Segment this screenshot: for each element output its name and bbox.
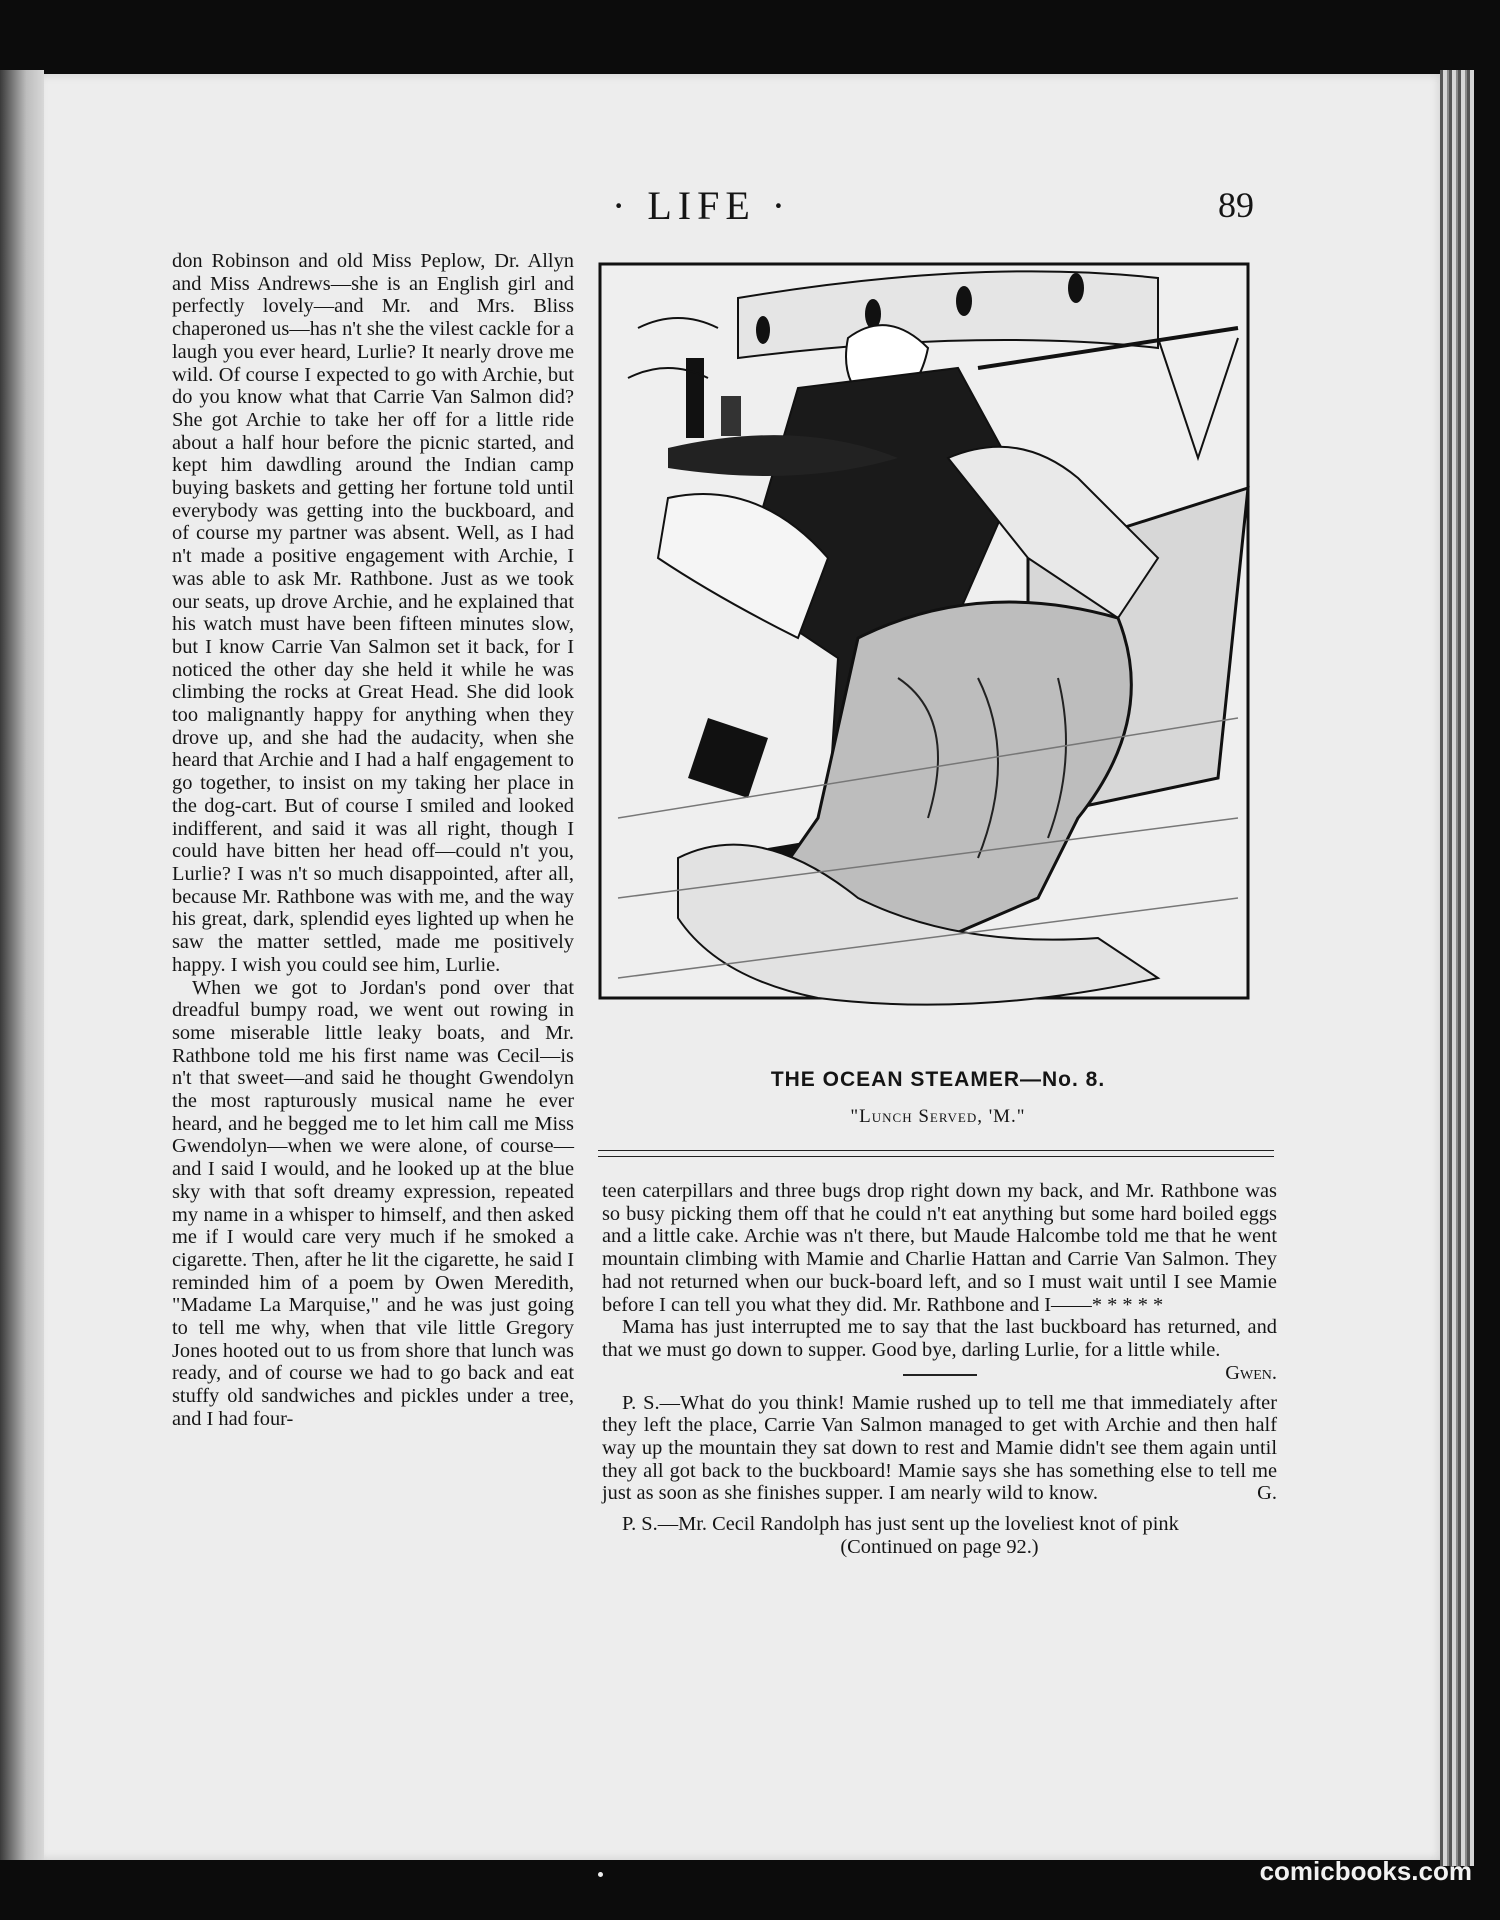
page-number: 89 bbox=[1218, 185, 1254, 225]
page-title: · LIFE · bbox=[612, 183, 792, 228]
left-paragraph-2: When we got to Jordan's pond over that dreadful bumpy road, we went out rowing in some miserable little leaky boats, and Mr. Rathbone told me his first name was Cecil—is n't that sweet—and said he thought Gwendolyn the most rapturously musical name he ever heard, and he begged me to let him call me Miss Gwendolyn—when we were alone, of course—and I said I would, and he looked up at the blue sky with that soft dreamy expression, repeated my name in a whisper to himself, and then asked me if I would care very much if he smoked a cigarette. Then, after he lit the cigarette, he said I reminded him of a poem by Owen Meredith, "Madame La Marquise," and he was just going to tell me why, when that vile little Gregory Jones hooted out to us from shore that lunch was ready, and of course we had to go back and eat stuffy old sandwiches and pickles under a tree, and I had four- bbox=[172, 976, 574, 1430]
section-divider bbox=[598, 1150, 1274, 1157]
short-divider bbox=[903, 1374, 977, 1376]
book-gutter bbox=[0, 70, 44, 1860]
illustration-caption-subtitle: "Lunch Served, 'M." bbox=[850, 1106, 1026, 1127]
page-edges bbox=[1440, 70, 1474, 1866]
right-paragraph-2-text: Mama has just interrupted me to say that the last buckboard has returned, and that we must go down to supper. Good bye, darling Lurlie, for a little while. bbox=[602, 1316, 1277, 1361]
scan-speck bbox=[598, 1872, 603, 1877]
postscript-1 bbox=[602, 1392, 1277, 1506]
continued-note: (Continued on page 92.) bbox=[840, 1535, 1039, 1558]
right-paragraph-1: teen caterpillars and three bugs drop right down my back, and Mr. Rathbone was so busy picking them off that he could n't eat anything but some hard boiled eggs and a little cake. Archie was n't there, but Maude Halcombe told me that he went mountain climbing with Mamie and Charlie Hattan and Carrie Van Salmon. They had not returned when our buck-board left, and so I must wait until I see Mamie before I can tell you what they did. Mr. Rathbone and I——* * * * * bbox=[602, 1180, 1277, 1316]
left-paragraph-1: don Robinson and old Miss Peplow, Dr. Allyn and Miss Andrews—she is an English girl and perfectly lovely—and Mr. and Mrs. Bliss chaperoned us—has n't she the vilest cackle for a laugh you ever heard, Lurlie? It nearly drove me wild. Of course I expected to go with Archie, but do you know what that Carrie Van Salmon did? She got Archie to take her off for a little ride about a half hour before the picnic started, and kept him dawdling around the Indian camp buying baskets and getting her fortune told until everybody was getting into the buckboard, and of course my partner was absent. Well, as I had n't made a positive engagement with Archie, I was able to ask Mr. Rathbone. Just as we took our seats, up drove Archie, and he explained that his watch must have been fifteen minutes slow, but I know Carrie Van Salmon set it back, for I noticed the other day she held it while he was climbing the rocks at Great Head. She did look too malignantly happy for anything when they drove up, and she had the audacity, when she heard that Archie and I had a half engagement to go together, to insist on my taking her place in the dog-cart. But of course I smiled and looked indifferent, and said it was all right, though I could have bitten her head off—could n't you, Lurlie? I was n't so much disappointed, after all, because Mr. Rathbone was with me, and the way his great, dark, splendid eyes lighted up when he saw the matter settled, made me positively happy. I wish you could see him, Lurlie. bbox=[172, 250, 574, 976]
signature-g: G. bbox=[1257, 1482, 1277, 1505]
right-column bbox=[602, 1180, 1277, 1559]
postscript-2: P. S.—Mr. Cecil Randolph has just sent up the loveliest knot of pink bbox=[622, 1513, 1179, 1536]
postscript-1-text: P. S.—What do you think! Mamie rushed up to tell me that immediately after they left the place, Carrie Van Salmon managed to get with Archie and then half way up the mountain they sat down to rest and Mamie didn't see them again until they all got back to the buckboard! Mamie says she has something else to tell me just as soon as she finishes supper. I am nearly wild to know. bbox=[602, 1391, 1277, 1505]
illustration-caption-title: THE OCEAN STEAMER—No. 8. bbox=[770, 1068, 1106, 1091]
watermark: comicbooks.com bbox=[1259, 1856, 1472, 1886]
right-paragraph-2 bbox=[602, 1316, 1277, 1384]
left-column bbox=[172, 250, 574, 1431]
signature-gwen: Gwen. bbox=[1225, 1361, 1277, 1384]
ocean-steamer-illustration bbox=[598, 258, 1256, 1048]
